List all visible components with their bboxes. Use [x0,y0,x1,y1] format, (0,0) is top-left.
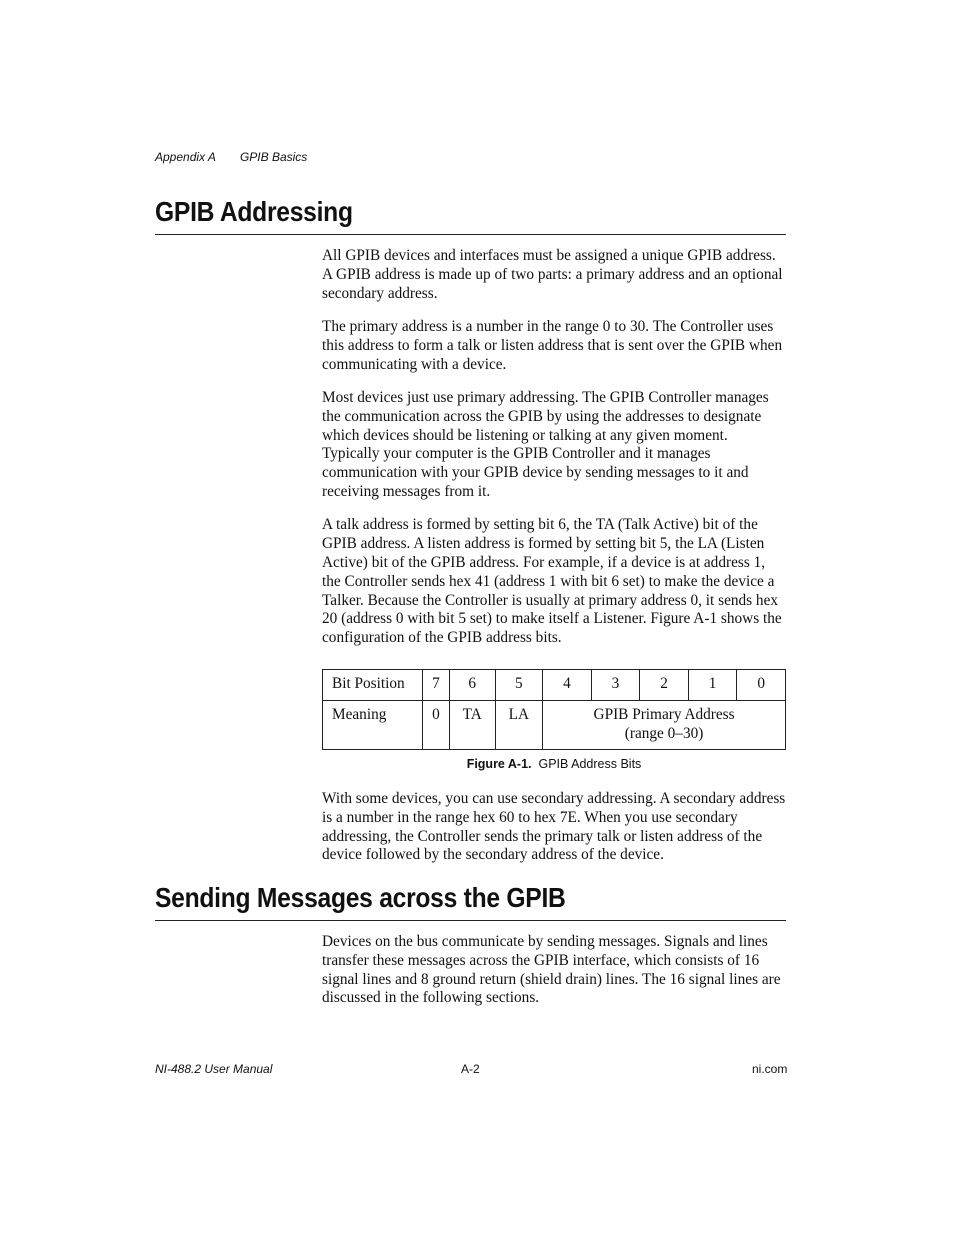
paragraph: Devices on the bus communicate by sending messages. Signals and lines transfer these messages across the GPIB interface, which consists of 16 signal lines and 8 ground return (shield drain) lines. The 16 signal lines are discussed in the following sections. [322,933,781,1007]
table-cell-bit: 1 [688,670,737,701]
heading-gpib-addressing: GPIB Addressing [155,196,353,227]
table-cell-primary-address [543,701,786,750]
heading-sending-messages: Sending Messages across the GPIB [155,882,566,913]
figure-caption [322,757,786,771]
table-cell-bit: 2 [640,670,689,701]
table-cell-bit: 4 [543,670,592,701]
table-cell-bit: 7 [423,670,450,701]
table-cell-label: Meaning [323,701,423,750]
paragraph: A talk address is formed by setting bit 6, the TA (Talk Active) bit of the GPIB address. A listen address is formed by setting bit 5, the LA (Listen Active) bit of the GPIB address. For example, if a device is at address 1, the Controller sends hex 41 (address 1 with bit 6 set) to make the device a Talker. Because the Controller is usually at primary address 0, it sends hex 20 (address 0 with bit 5 set) to make itself a Listener. Figure A-1 shows the configuration of the GPIB address bits. [322,516,782,647]
figure-caption-text: GPIB Address Bits [538,757,642,771]
section-addressing-after-figure [322,790,786,880]
running-header [155,150,307,164]
footer-website: ni.com [752,1062,788,1076]
paragraph: Most devices just use primary addressing. The GPIB Controller manages the communication across the GPIB by using the addresses to designate which devices should be listening or talking at any given moment. Typically your computer is the GPIB Controller and it manages communication with your GPIB device by sending messages to it and receiving messages from it. [322,388,769,500]
table-cell-meaning: LA [495,701,543,750]
table-cell-bit: 3 [591,670,640,701]
heading-rule [155,920,786,921]
heading-rule [155,234,786,235]
header-appendix: Appendix A [155,150,216,164]
primary-address-label: GPIB Primary Address [593,706,735,723]
paragraph: The primary address is a number in the range 0 to 30. The Controller uses this address to form a talk or listen address that is sent over the GPIB when communicating with a device. [322,317,783,373]
primary-address-range: (range 0–30) [624,724,704,742]
section-addressing-body [322,247,786,663]
table-row [323,670,786,701]
section-messages-body [322,933,786,1023]
table-cell-bit: 0 [737,670,786,701]
table-cell-meaning: TA [449,701,495,750]
table-cell-bit: 5 [495,670,543,701]
gpib-address-bits-table [322,669,786,750]
table-cell-bit: 6 [449,670,495,701]
table-cell-meaning: 0 [423,701,450,750]
table-cell-label: Bit Position [323,670,423,701]
table-row [323,701,786,750]
figure-caption-label: Figure A-1. [466,757,532,771]
header-section: GPIB Basics [239,150,308,164]
paragraph: All GPIB devices and interfaces must be assigned a unique GPIB address. A GPIB address is made up of two parts: a primary address and an optional secondary address. [322,247,783,302]
footer-page-number: A-2 [461,1062,480,1076]
footer-manual-title: NI-488.2 User Manual [155,1062,273,1076]
paragraph: With some devices, you can use secondary addressing. A secondary address is a number in the range hex 60 to hex 7E. When you use secondary addressing, the Controller sends the primary talk or listen address of the device followed by the secondary address of the device. [322,790,786,864]
